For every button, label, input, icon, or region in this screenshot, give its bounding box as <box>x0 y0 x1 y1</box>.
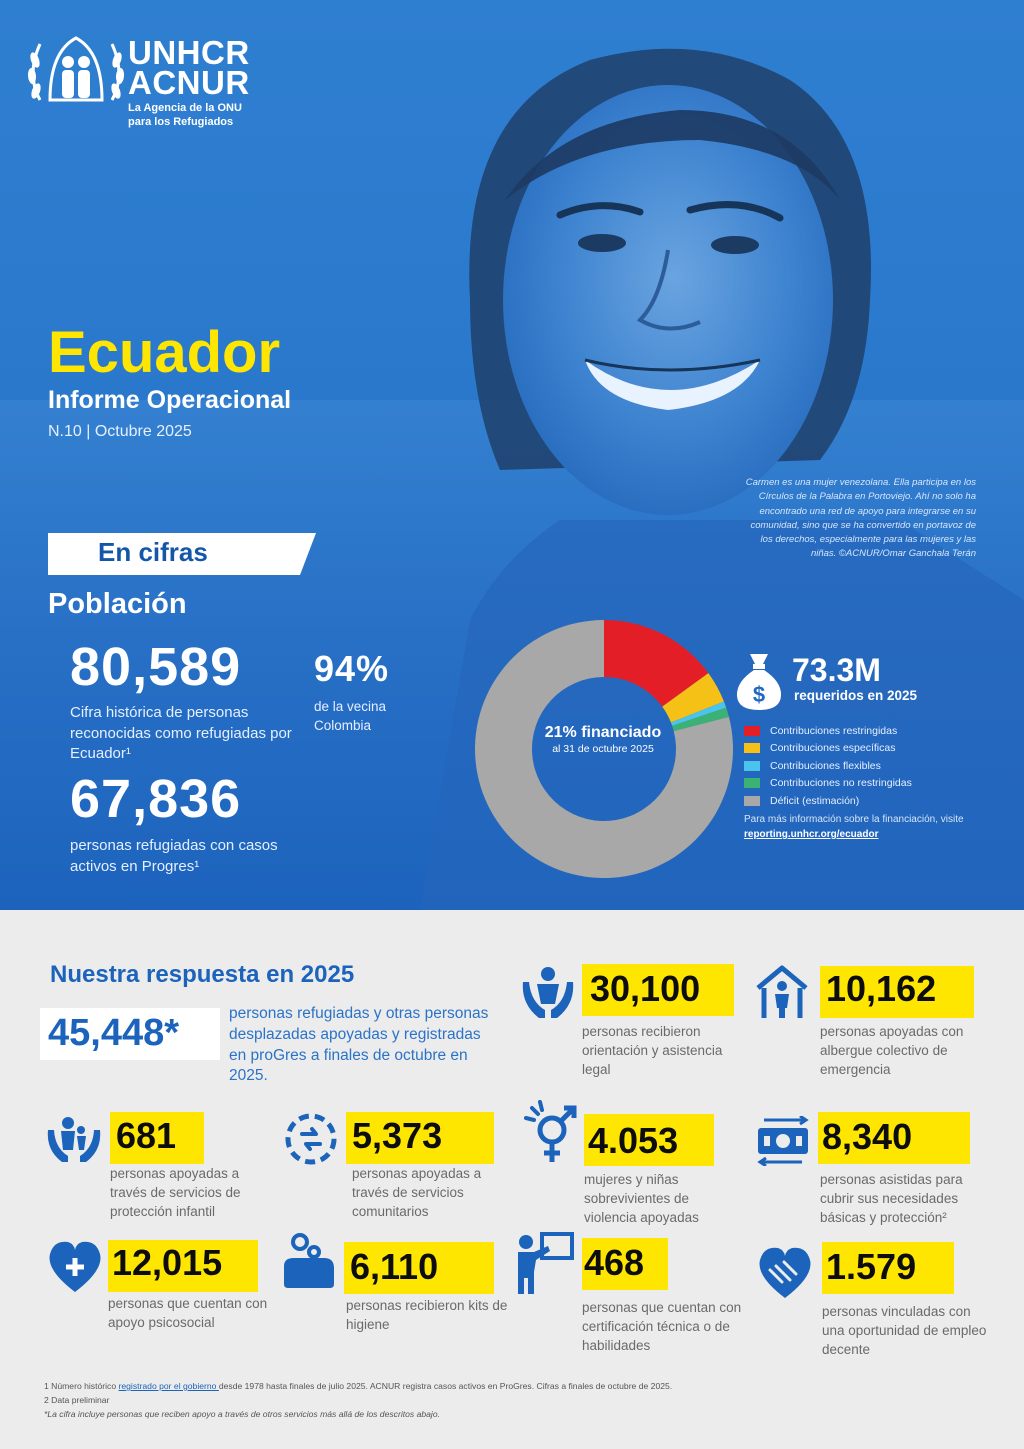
stat-refugees-historic-desc: Cifra histórica de personas reconocidas como refugiadas por Ecuador¹ <box>70 704 292 762</box>
stat-colombia-percent-value: 94% <box>314 648 390 689</box>
laurel-emblem-icon <box>26 30 126 114</box>
logo-acnur: ACNUR <box>128 64 250 101</box>
logo-tagline-1: La Agencia de la ONU <box>128 102 242 114</box>
funding-note-text: Para más información sobre la financiación, visite <box>744 814 964 825</box>
response-heading: Nuestra respuesta en 2025 <box>50 961 355 988</box>
stat-active-cases-desc: personas refugiadas con casos activos en Progres¹ <box>70 837 278 875</box>
footnotes <box>44 1380 672 1421</box>
funding-legend <box>744 722 912 810</box>
svg-text:$: $ <box>752 682 766 707</box>
legend-label: Contribuciones restringidas <box>770 724 898 737</box>
stat-psychosocial-desc: personas que cuentan con apoyo psicosocial <box>108 1296 268 1330</box>
stat-child-value: 681 <box>116 1115 177 1156</box>
legend-swatch <box>744 761 760 771</box>
footnote-2: 2 Data preliminar <box>44 1394 110 1405</box>
photo-caption: Carmen es una mujer venezolana. Ella participa en los Círculos de la Palabra en Portoviejo. Ahí no solo ha encontrado una red de apoyo para integrarse en su comunidad, sino que se ha convertido en portavoz de los derechos, especialmente para las mujeres y las niñas. ©ACNUR/Omar Ganchala Terán <box>745 477 976 560</box>
logo-unhcr: UNHCR <box>128 34 250 71</box>
stat-psychosocial-value: 12,015 <box>112 1242 223 1283</box>
shelter-icon <box>752 962 812 1022</box>
response-desc: personas refugiadas y otras personas desplazadas apoyadas y registradas en proGres a finales de octubre en 2025. <box>229 1005 489 1085</box>
required-label: requeridos en 2025 <box>794 688 918 703</box>
legend-swatch <box>744 726 760 736</box>
community-icon <box>282 1110 340 1168</box>
legend-item-deficit-estimacion <box>744 792 912 810</box>
stat-hygiene-desc: personas recibieron kits de higiene <box>346 1298 508 1332</box>
funded-date-label: al 31 de octubre 2025 <box>552 743 654 755</box>
stat-gbv-value: 4.053 <box>588 1120 679 1161</box>
stat-employment-desc: personas vinculadas con una oportunidad de empleo decente <box>822 1304 987 1357</box>
stat-legal-desc: personas recibieron orientación y asistencia legal <box>582 1024 723 1077</box>
en-cifras-label: En cifras <box>98 537 208 567</box>
footnote-1-post: desde 1978 hasta finales de julio 2025. ACNUR registra casos activos en ProGres. Cifras a finales de octubre de 2025. <box>218 1381 673 1391</box>
stat-gbv-desc: mujeres y niñas sobrevivientes de violencia apoyadas <box>584 1172 699 1225</box>
edition-date: N.10 | Octubre 2025 <box>48 423 192 440</box>
stat-child-desc: personas apoyadas a través de servicios de protección infantil <box>110 1166 241 1219</box>
stat-cash-desc: personas asistidas para cubrir sus necesidades básicas y protección² <box>820 1172 963 1225</box>
stat-employment-value: 1.579 <box>826 1246 917 1287</box>
legal-support-icon <box>519 964 577 1022</box>
hygiene-icon <box>280 1232 338 1290</box>
stat-shelter-desc: personas apoyadas con albergue colectivo de emergencia <box>820 1024 964 1077</box>
stat-active-cases-value: 67,836 <box>70 769 242 829</box>
stat-community-value: 5,373 <box>352 1115 443 1156</box>
stat-training-value: 468 <box>584 1242 645 1283</box>
country-title: Ecuador <box>48 320 281 385</box>
stat-legal-value: 30,100 <box>590 968 701 1009</box>
legend-item-contribuciones-flexibles <box>744 757 912 775</box>
training-icon <box>512 1232 576 1296</box>
footnote-1-pre: 1 Número histórico <box>44 1381 119 1391</box>
legend-item-contribuciones-restringidas <box>744 722 912 740</box>
legend-swatch <box>744 778 760 788</box>
handshake-icon <box>756 1244 814 1302</box>
donut-center-label <box>517 724 689 755</box>
logo-tagline-2: para los Refugiados <box>128 116 234 128</box>
gender-icon <box>522 1100 582 1166</box>
stat-training-desc: personas que cuentan con certificación técnica o de habilidades <box>582 1300 742 1353</box>
money-bag-icon <box>734 650 784 712</box>
funding-link[interactable]: reporting.unhcr.org/ecuador <box>744 829 879 840</box>
stat-shelter-value: 10,162 <box>826 968 937 1009</box>
legend-item-contribuciones-especificas <box>744 740 912 758</box>
legend-swatch <box>744 796 760 806</box>
footnote-1 <box>44 1380 672 1394</box>
child-protection-icon <box>46 1114 102 1164</box>
legend-label: Déficit (estimación) <box>770 794 860 807</box>
legend-label: Contribuciones flexibles <box>770 759 881 772</box>
legend-swatch <box>744 743 760 753</box>
en-cifras-tag <box>48 533 316 575</box>
unhcr-logo <box>26 30 286 130</box>
required-amount: 73.3M <box>792 652 881 688</box>
report-title: Informe Operacional <box>48 386 292 414</box>
stat-refugees-historic-value: 80,589 <box>70 637 242 697</box>
funding-note <box>744 812 964 842</box>
footnote-1-link[interactable]: registrado por el gobierno <box>118 1381 219 1391</box>
legend-label: Contribuciones específicas <box>770 742 896 755</box>
response-value: 45,448* <box>48 1012 180 1054</box>
stat-colombia-percent-desc: de la vecina Colombia <box>314 699 387 733</box>
poblacion-heading: Población <box>48 588 187 620</box>
legend-item-contribuciones-no-restringidas <box>744 775 912 793</box>
heart-plus-icon <box>46 1240 104 1294</box>
stat-cash-value: 8,340 <box>822 1116 913 1157</box>
legend-label: Contribuciones no restringidas <box>770 777 912 790</box>
cash-icon <box>754 1116 812 1166</box>
stat-hygiene-value: 6,110 <box>350 1246 439 1287</box>
footnote-3: *La cifra incluye personas que reciben apoyo a través de otros servicios más allá de los descritos abajo. <box>44 1408 441 1419</box>
funded-percent-label: 21% financiado <box>544 724 662 741</box>
stat-community-desc: personas apoyadas a través de servicios comunitarios <box>352 1166 482 1219</box>
